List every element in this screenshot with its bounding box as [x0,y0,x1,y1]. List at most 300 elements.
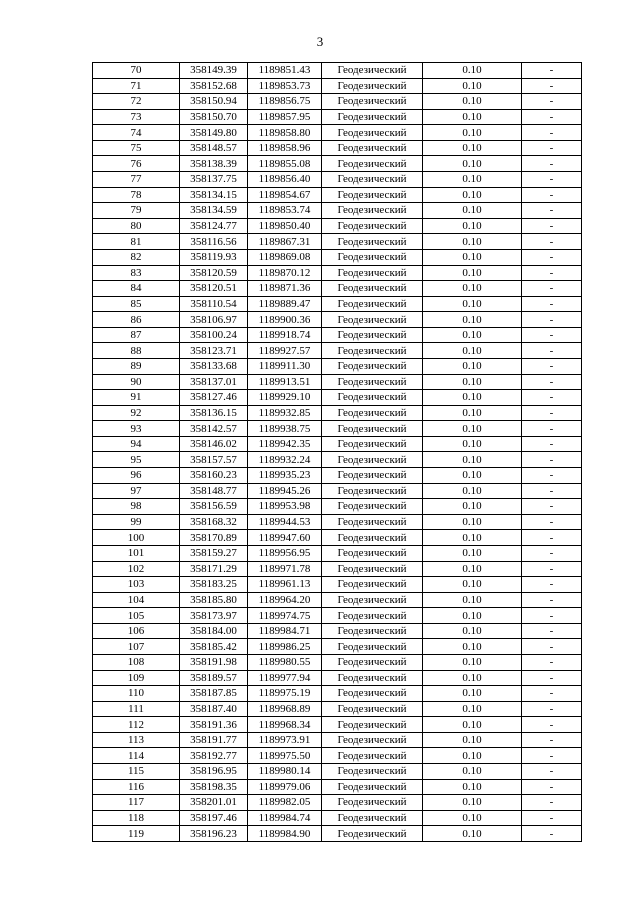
point-number-cell: 98 [93,499,180,515]
y-coordinate-cell: 1189984.90 [248,826,322,842]
point-number-cell: 109 [93,670,180,686]
method-cell: Геодезический [322,483,423,499]
y-coordinate-cell: 1189975.19 [248,686,322,702]
x-coordinate-cell: 358133.68 [180,358,248,374]
method-cell: Геодезический [322,125,423,141]
accuracy-cell: 0.10 [423,234,522,250]
accuracy-cell: 0.10 [423,421,522,437]
x-coordinate-cell: 358119.93 [180,249,248,265]
y-coordinate-cell: 1189984.74 [248,810,322,826]
note-cell: - [522,296,582,312]
method-cell: Геодезический [322,795,423,811]
table-row [93,639,582,655]
accuracy-cell: 0.10 [423,327,522,343]
point-number-cell: 84 [93,281,180,297]
method-cell: Геодезический [322,374,423,390]
point-number-cell: 115 [93,764,180,780]
method-cell: Геодезический [322,312,423,328]
y-coordinate-cell: 1189953.98 [248,499,322,515]
x-coordinate-cell: 358148.57 [180,140,248,156]
method-cell: Геодезический [322,358,423,374]
method-cell: Геодезический [322,78,423,94]
table-row [93,623,582,639]
x-coordinate-cell: 358134.15 [180,187,248,203]
note-cell: - [522,218,582,234]
method-cell: Геодезический [322,670,423,686]
note-cell: - [522,421,582,437]
method-cell: Геодезический [322,608,423,624]
y-coordinate-cell: 1189932.24 [248,452,322,468]
y-coordinate-cell: 1189956.95 [248,545,322,561]
point-number-cell: 89 [93,358,180,374]
point-number-cell: 101 [93,545,180,561]
x-coordinate-cell: 358191.98 [180,654,248,670]
x-coordinate-cell: 358149.80 [180,125,248,141]
x-coordinate-cell: 358146.02 [180,436,248,452]
table-row [93,483,582,499]
x-coordinate-cell: 358171.29 [180,561,248,577]
note-cell: - [522,608,582,624]
method-cell: Геодезический [322,203,423,219]
point-number-cell: 119 [93,826,180,842]
y-coordinate-cell: 1189947.60 [248,530,322,546]
point-number-cell: 85 [93,296,180,312]
y-coordinate-cell: 1189858.96 [248,140,322,156]
point-number-cell: 77 [93,172,180,188]
point-number-cell: 82 [93,249,180,265]
table-row [93,577,582,593]
table-row [93,405,582,421]
method-cell: Геодезический [322,218,423,234]
x-coordinate-cell: 358159.27 [180,545,248,561]
table-row [93,312,582,328]
x-coordinate-cell: 358201.01 [180,795,248,811]
accuracy-cell: 0.10 [423,654,522,670]
y-coordinate-cell: 1189968.89 [248,701,322,717]
table-row [93,94,582,110]
accuracy-cell: 0.10 [423,390,522,406]
x-coordinate-cell: 358150.94 [180,94,248,110]
note-cell: - [522,281,582,297]
accuracy-cell: 0.10 [423,577,522,593]
x-coordinate-cell: 358137.75 [180,172,248,188]
x-coordinate-cell: 358173.97 [180,608,248,624]
accuracy-cell: 0.10 [423,686,522,702]
table-row [93,701,582,717]
method-cell: Геодезический [322,764,423,780]
point-number-cell: 71 [93,78,180,94]
accuracy-cell: 0.10 [423,203,522,219]
x-coordinate-cell: 358150.70 [180,109,248,125]
accuracy-cell: 0.10 [423,405,522,421]
table-row [93,608,582,624]
y-coordinate-cell: 1189889.47 [248,296,322,312]
point-number-cell: 95 [93,452,180,468]
note-cell: - [522,810,582,826]
accuracy-cell: 0.10 [423,312,522,328]
point-number-cell: 83 [93,265,180,281]
method-cell: Геодезический [322,436,423,452]
accuracy-cell: 0.10 [423,701,522,717]
note-cell: - [522,78,582,94]
point-number-cell: 91 [93,390,180,406]
method-cell: Геодезический [322,810,423,826]
y-coordinate-cell: 1189979.06 [248,779,322,795]
accuracy-cell: 0.10 [423,94,522,110]
method-cell: Геодезический [322,732,423,748]
y-coordinate-cell: 1189870.12 [248,265,322,281]
note-cell: - [522,63,582,79]
accuracy-cell: 0.10 [423,826,522,842]
accuracy-cell: 0.10 [423,63,522,79]
note-cell: - [522,374,582,390]
table-row [93,545,582,561]
point-number-cell: 105 [93,608,180,624]
x-coordinate-cell: 358148.77 [180,483,248,499]
x-coordinate-cell: 358123.71 [180,343,248,359]
y-coordinate-cell: 1189961.13 [248,577,322,593]
table-row [93,343,582,359]
note-cell: - [522,577,582,593]
table-row [93,530,582,546]
accuracy-cell: 0.10 [423,452,522,468]
accuracy-cell: 0.10 [423,140,522,156]
note-cell: - [522,156,582,172]
table-row [93,779,582,795]
x-coordinate-cell: 358168.32 [180,514,248,530]
x-coordinate-cell: 358187.85 [180,686,248,702]
y-coordinate-cell: 1189913.51 [248,374,322,390]
note-cell: - [522,94,582,110]
accuracy-cell: 0.10 [423,514,522,530]
method-cell: Геодезический [322,63,423,79]
y-coordinate-cell: 1189857.95 [248,109,322,125]
accuracy-cell: 0.10 [423,748,522,764]
note-cell: - [522,265,582,281]
x-coordinate-cell: 358124.77 [180,218,248,234]
point-number-cell: 76 [93,156,180,172]
method-cell: Геодезический [322,592,423,608]
note-cell: - [522,779,582,795]
accuracy-cell: 0.10 [423,810,522,826]
x-coordinate-cell: 358197.46 [180,810,248,826]
method-cell: Геодезический [322,577,423,593]
method-cell: Геодезический [322,281,423,297]
note-cell: - [522,125,582,141]
point-number-cell: 88 [93,343,180,359]
y-coordinate-cell: 1189911.30 [248,358,322,374]
accuracy-cell: 0.10 [423,265,522,281]
table-row [93,358,582,374]
method-cell: Геодезический [322,748,423,764]
note-cell: - [522,187,582,203]
table-row [93,140,582,156]
note-cell: - [522,203,582,219]
x-coordinate-cell: 358191.36 [180,717,248,733]
point-number-cell: 81 [93,234,180,250]
note-cell: - [522,249,582,265]
note-cell: - [522,732,582,748]
x-coordinate-cell: 358152.68 [180,78,248,94]
note-cell: - [522,654,582,670]
accuracy-cell: 0.10 [423,592,522,608]
table-row [93,265,582,281]
y-coordinate-cell: 1189977.94 [248,670,322,686]
method-cell: Геодезический [322,249,423,265]
point-number-cell: 73 [93,109,180,125]
table-row [93,327,582,343]
table-row [93,172,582,188]
note-cell: - [522,483,582,499]
note-cell: - [522,670,582,686]
note-cell: - [522,312,582,328]
y-coordinate-cell: 1189971.78 [248,561,322,577]
table-row [93,826,582,842]
method-cell: Геодезический [322,639,423,655]
y-coordinate-cell: 1189856.75 [248,94,322,110]
y-coordinate-cell: 1189968.34 [248,717,322,733]
table-row [93,374,582,390]
table-row [93,156,582,172]
accuracy-cell: 0.10 [423,218,522,234]
x-coordinate-cell: 358138.39 [180,156,248,172]
point-number-cell: 110 [93,686,180,702]
table-row [93,281,582,297]
y-coordinate-cell: 1189856.40 [248,172,322,188]
note-cell: - [522,748,582,764]
accuracy-cell: 0.10 [423,125,522,141]
table-row [93,296,582,312]
y-coordinate-cell: 1189935.23 [248,468,322,484]
x-coordinate-cell: 358116.56 [180,234,248,250]
y-coordinate-cell: 1189853.73 [248,78,322,94]
y-coordinate-cell: 1189855.08 [248,156,322,172]
table-row [93,452,582,468]
table-row [93,764,582,780]
y-coordinate-cell: 1189964.20 [248,592,322,608]
accuracy-cell: 0.10 [423,468,522,484]
method-cell: Геодезический [322,234,423,250]
table-row [93,218,582,234]
method-cell: Геодезический [322,779,423,795]
method-cell: Геодезический [322,514,423,530]
point-number-cell: 90 [93,374,180,390]
point-number-cell: 80 [93,218,180,234]
method-cell: Геодезический [322,140,423,156]
accuracy-cell: 0.10 [423,156,522,172]
note-cell: - [522,717,582,733]
x-coordinate-cell: 358185.80 [180,592,248,608]
method-cell: Геодезический [322,187,423,203]
note-cell: - [522,826,582,842]
method-cell: Геодезический [322,530,423,546]
accuracy-cell: 0.10 [423,717,522,733]
method-cell: Геодезический [322,265,423,281]
x-coordinate-cell: 358106.97 [180,312,248,328]
y-coordinate-cell: 1189850.40 [248,218,322,234]
x-coordinate-cell: 358189.57 [180,670,248,686]
point-number-cell: 113 [93,732,180,748]
table-row [93,561,582,577]
accuracy-cell: 0.10 [423,639,522,655]
y-coordinate-cell: 1189929.10 [248,390,322,406]
point-number-cell: 106 [93,623,180,639]
point-number-cell: 99 [93,514,180,530]
table-row [93,421,582,437]
point-number-cell: 102 [93,561,180,577]
point-number-cell: 87 [93,327,180,343]
table-row [93,63,582,79]
y-coordinate-cell: 1189851.43 [248,63,322,79]
accuracy-cell: 0.10 [423,249,522,265]
y-coordinate-cell: 1189975.50 [248,748,322,764]
note-cell: - [522,234,582,250]
page-number: 3 [316,34,324,49]
x-coordinate-cell: 358160.23 [180,468,248,484]
x-coordinate-cell: 358149.39 [180,63,248,79]
point-number-cell: 114 [93,748,180,764]
note-cell: - [522,592,582,608]
table-row [93,109,582,125]
y-coordinate-cell: 1189918.74 [248,327,322,343]
point-number-cell: 107 [93,639,180,655]
y-coordinate-cell: 1189854.67 [248,187,322,203]
accuracy-cell: 0.10 [423,545,522,561]
table-row [93,514,582,530]
table-row [93,125,582,141]
y-coordinate-cell: 1189980.14 [248,764,322,780]
accuracy-cell: 0.10 [423,343,522,359]
y-coordinate-cell: 1189869.08 [248,249,322,265]
y-coordinate-cell: 1189986.25 [248,639,322,655]
accuracy-cell: 0.10 [423,109,522,125]
note-cell: - [522,436,582,452]
point-number-cell: 78 [93,187,180,203]
note-cell: - [522,764,582,780]
y-coordinate-cell: 1189900.36 [248,312,322,328]
point-number-cell: 118 [93,810,180,826]
point-number-cell: 111 [93,701,180,717]
note-cell: - [522,623,582,639]
method-cell: Геодезический [322,623,423,639]
method-cell: Геодезический [322,156,423,172]
method-cell: Геодезический [322,686,423,702]
table-row [93,654,582,670]
point-number-cell: 112 [93,717,180,733]
note-cell: - [522,172,582,188]
method-cell: Геодезический [322,701,423,717]
point-number-cell: 97 [93,483,180,499]
x-coordinate-cell: 358170.89 [180,530,248,546]
x-coordinate-cell: 358157.57 [180,452,248,468]
note-cell: - [522,530,582,546]
method-cell: Геодезический [322,109,423,125]
point-number-cell: 116 [93,779,180,795]
accuracy-cell: 0.10 [423,187,522,203]
method-cell: Геодезический [322,343,423,359]
x-coordinate-cell: 358100.24 [180,327,248,343]
y-coordinate-cell: 1189932.85 [248,405,322,421]
table-row [93,468,582,484]
accuracy-cell: 0.10 [423,764,522,780]
accuracy-cell: 0.10 [423,670,522,686]
x-coordinate-cell: 358142.57 [180,421,248,437]
y-coordinate-cell: 1189945.26 [248,483,322,499]
table-row [93,795,582,811]
method-cell: Геодезический [322,545,423,561]
table-row [93,717,582,733]
point-number-cell: 70 [93,63,180,79]
point-number-cell: 117 [93,795,180,811]
table-row [93,234,582,250]
table-row [93,187,582,203]
y-coordinate-cell: 1189858.80 [248,125,322,141]
point-number-cell: 96 [93,468,180,484]
x-coordinate-cell: 358134.59 [180,203,248,219]
note-cell: - [522,514,582,530]
table-row [93,810,582,826]
y-coordinate-cell: 1189973.91 [248,732,322,748]
x-coordinate-cell: 358183.25 [180,577,248,593]
accuracy-cell: 0.10 [423,358,522,374]
method-cell: Геодезический [322,452,423,468]
table-row [93,748,582,764]
y-coordinate-cell: 1189944.53 [248,514,322,530]
y-coordinate-cell: 1189942.35 [248,436,322,452]
point-number-cell: 108 [93,654,180,670]
method-cell: Геодезический [322,717,423,733]
accuracy-cell: 0.10 [423,172,522,188]
x-coordinate-cell: 358198.35 [180,779,248,795]
x-coordinate-cell: 358156.59 [180,499,248,515]
point-number-cell: 74 [93,125,180,141]
method-cell: Геодезический [322,468,423,484]
note-cell: - [522,561,582,577]
accuracy-cell: 0.10 [423,608,522,624]
table-row [93,732,582,748]
x-coordinate-cell: 358136.15 [180,405,248,421]
point-number-cell: 72 [93,94,180,110]
x-coordinate-cell: 358187.40 [180,701,248,717]
accuracy-cell: 0.10 [423,732,522,748]
x-coordinate-cell: 358191.77 [180,732,248,748]
method-cell: Геодезический [322,390,423,406]
x-coordinate-cell: 358110.54 [180,296,248,312]
x-coordinate-cell: 358184.00 [180,623,248,639]
y-coordinate-cell: 1189927.57 [248,343,322,359]
note-cell: - [522,639,582,655]
accuracy-cell: 0.10 [423,78,522,94]
method-cell: Геодезический [322,172,423,188]
table-row [93,249,582,265]
accuracy-cell: 0.10 [423,530,522,546]
method-cell: Геодезический [322,296,423,312]
y-coordinate-cell: 1189980.55 [248,654,322,670]
method-cell: Геодезический [322,499,423,515]
note-cell: - [522,327,582,343]
note-cell: - [522,499,582,515]
accuracy-cell: 0.10 [423,623,522,639]
table-row [93,686,582,702]
x-coordinate-cell: 358137.01 [180,374,248,390]
note-cell: - [522,358,582,374]
accuracy-cell: 0.10 [423,483,522,499]
y-coordinate-cell: 1189871.36 [248,281,322,297]
x-coordinate-cell: 358120.59 [180,265,248,281]
note-cell: - [522,452,582,468]
accuracy-cell: 0.10 [423,779,522,795]
y-coordinate-cell: 1189982.05 [248,795,322,811]
